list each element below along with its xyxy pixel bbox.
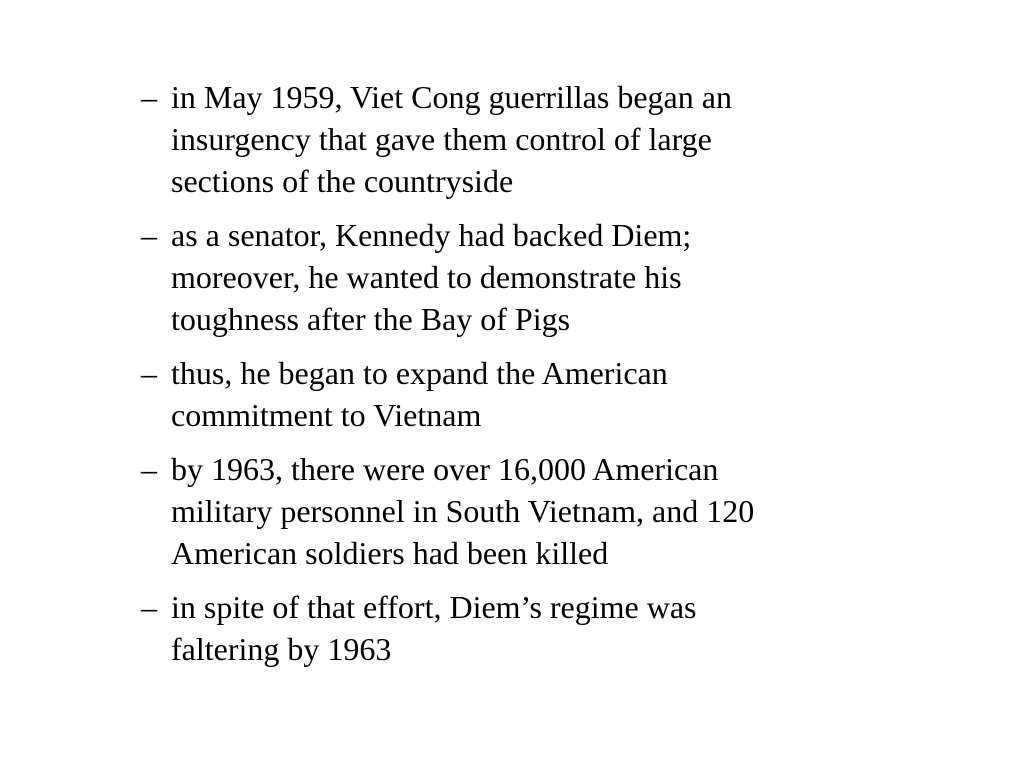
- bullet-line: faltering by 1963: [171, 631, 392, 667]
- bullet-item: [141, 586, 961, 670]
- bullet-line: military personnel in South Vietnam, and 120: [171, 493, 755, 529]
- bullet-item: [141, 76, 961, 202]
- bullet-line: toughness after the Bay of Pigs: [171, 301, 571, 337]
- dash-marker: –: [141, 355, 157, 391]
- dash-marker: –: [141, 79, 157, 115]
- bullet-item: [141, 448, 961, 574]
- bullet-line: moreover, he wanted to demonstrate his: [171, 259, 682, 295]
- bullet-line: commitment to Vietnam: [171, 397, 482, 433]
- bullet-line: as a senator, Kennedy had backed Diem;: [171, 217, 692, 253]
- dash-marker: –: [141, 217, 157, 253]
- bullet-line: American soldiers had been killed: [171, 535, 609, 571]
- bullet-item: [141, 352, 961, 436]
- bullet-list: [141, 76, 961, 682]
- bullet-line: in May 1959, Viet Cong guerrillas began an: [171, 79, 732, 115]
- bullet-line: insurgency that gave them control of large: [171, 121, 712, 157]
- bullet-line: in spite of that effort, Diem’s regime was: [171, 589, 697, 625]
- bullet-line: sections of the countryside: [171, 163, 514, 199]
- bullet-line: thus, he began to expand the American: [171, 355, 668, 391]
- bullet-line: by 1963, there were over 16,000 American: [171, 451, 719, 487]
- dash-marker: –: [141, 451, 157, 487]
- dash-marker: –: [141, 589, 157, 625]
- bullet-item: [141, 214, 961, 340]
